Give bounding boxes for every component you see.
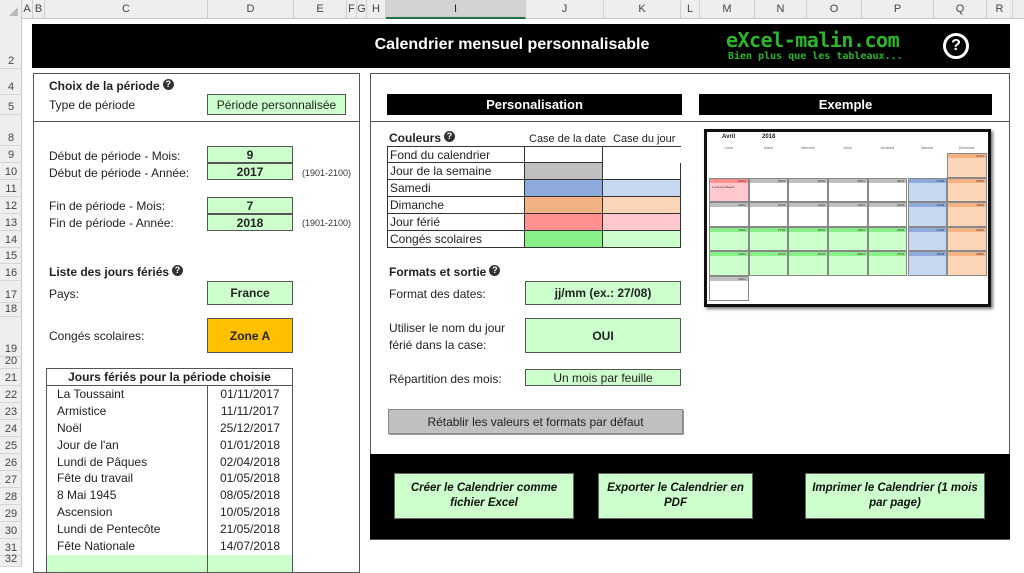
row-header[interactable]: 12 [0, 197, 22, 214]
row-header[interactable]: 32 [0, 556, 22, 567]
holidays-title-text: Liste des jours fériés [49, 265, 170, 279]
start-year-label: Début de période - Année: [49, 166, 190, 180]
color-row [387, 163, 681, 180]
example-day-cell [709, 251, 749, 276]
table-row [47, 521, 292, 538]
table-row [47, 454, 292, 471]
row-header[interactable]: 18 [0, 303, 22, 317]
end-year-label: Fin de période - Année: [49, 216, 174, 230]
color-row-label: Jour de la semaine [387, 163, 525, 180]
row-header[interactable]: 30 [0, 522, 22, 539]
date-color-swatch[interactable] [525, 146, 603, 163]
month-split-label: Répartition des mois: [389, 372, 502, 386]
row-header[interactable]: 28 [0, 488, 22, 505]
row-header[interactable]: 11 [0, 180, 22, 197]
row-header[interactable]: 25 [0, 437, 22, 454]
use-holiday-name-label-1: Utiliser le nom du jour [389, 321, 506, 335]
example-day-date: 27/04 [896, 252, 905, 257]
month-split-select[interactable]: Un mois par feuille [525, 369, 681, 386]
example-day-date: 09/04 [738, 203, 746, 208]
holiday-name: Fête Nationale [47, 538, 208, 555]
example-day-cell [947, 251, 987, 276]
title-banner [32, 24, 1010, 68]
color-row-label: Dimanche [387, 197, 525, 214]
holiday-name: Ascension [47, 504, 208, 521]
table-row-empty[interactable] [47, 555, 292, 572]
table-row [47, 538, 292, 555]
example-day-date: 24/04 [777, 252, 786, 257]
example-day-cell [828, 227, 868, 252]
column-header[interactable]: L [681, 0, 700, 19]
day-color-swatch[interactable] [603, 231, 681, 248]
end-year-input[interactable]: 2018 [207, 214, 293, 231]
colors-section-title [389, 131, 455, 145]
example-calendar-preview [704, 129, 991, 307]
date-color-swatch[interactable] [525, 214, 603, 231]
column-label-day: Case du jour [613, 133, 676, 145]
example-day-cell [947, 227, 987, 252]
example-day-cell [908, 178, 948, 203]
row-header[interactable]: 2 [0, 19, 22, 69]
column-header[interactable]: F [347, 0, 357, 19]
color-row [387, 197, 681, 214]
row-header[interactable]: 21 [0, 369, 22, 386]
example-day-cell [828, 251, 868, 276]
row-header[interactable]: 13 [0, 214, 22, 231]
column-header[interactable]: A [22, 0, 33, 19]
holiday-date: 01/05/2018 [219, 471, 281, 486]
holiday-name [47, 555, 208, 572]
column-header[interactable]: O [807, 0, 862, 19]
example-day-cell [828, 178, 868, 203]
holiday-date: 08/05/2018 [219, 488, 281, 503]
example-holiday-note: Lundi de Pâques [712, 184, 735, 189]
column-header[interactable]: K [604, 0, 681, 19]
row-header[interactable]: 31 [0, 539, 22, 556]
example-day-date: 29/04 [976, 252, 984, 257]
select-all-corner[interactable] [0, 0, 22, 19]
example-day-date: 05/04 [857, 178, 865, 183]
example-weekday: Samedi [921, 146, 933, 150]
example-day-date: 14/04 [936, 203, 945, 208]
example-weekday: Dimanche [958, 146, 975, 150]
column-header[interactable]: N [755, 0, 807, 19]
action-bar [370, 454, 1010, 539]
table-row [47, 403, 292, 420]
column-header[interactable]: B [33, 0, 45, 19]
colors-title-text: Couleurs [389, 131, 442, 145]
example-day-date: 17/04 [777, 227, 786, 232]
example-day-date: 08/04 [976, 178, 984, 183]
holiday-date: 10/05/2018 [219, 505, 281, 520]
holiday-name: Armistice [47, 403, 208, 420]
example-weekday: Jeudi [843, 146, 852, 150]
column-header[interactable]: M [700, 0, 755, 19]
table-row [47, 420, 292, 437]
example-day-cell [709, 276, 749, 301]
table-row [47, 487, 292, 504]
example-day-date: 02/04 [738, 178, 746, 183]
example-day-date: 01/04 [976, 154, 984, 158]
color-row [387, 214, 681, 231]
use-holiday-name-select[interactable]: OUI [525, 318, 681, 353]
date-color-swatch[interactable] [525, 180, 603, 197]
formats-title-text: Formats et sortie [389, 265, 487, 279]
holiday-date: 02/04/2018 [219, 454, 281, 469]
day-color-swatch[interactable] [603, 197, 681, 214]
example-day-cell [749, 227, 789, 252]
example-year: 2018 [762, 134, 776, 140]
example-day-cell [868, 202, 908, 227]
color-row-label: Congés scolaires [387, 231, 525, 248]
table-row [47, 470, 292, 487]
row-header-bar [0, 19, 22, 567]
holiday-date: 25/12/2017 [219, 420, 281, 435]
colors-grid [387, 146, 681, 248]
example-day-cell [908, 227, 948, 252]
row-header[interactable]: 27 [0, 471, 22, 488]
example-header: Exemple [699, 94, 992, 115]
color-row [387, 180, 681, 197]
example-day-date: 13/04 [896, 203, 905, 208]
reset-defaults-button[interactable]: Rétablir les valeurs et formats par défaut [388, 409, 683, 434]
example-weekday: Lundi [724, 146, 733, 150]
date-color-swatch[interactable] [525, 231, 603, 248]
holiday-date: 01/11/2017 [220, 387, 280, 401]
example-day-cell [709, 202, 749, 227]
country-select[interactable]: France [207, 281, 293, 305]
holiday-name: Fête du travail [47, 470, 208, 487]
school-zone-select[interactable]: Zone A [207, 318, 293, 353]
period-type-select[interactable]: Période personnalisée [207, 94, 346, 115]
date-color-swatch[interactable] [525, 163, 603, 180]
example-day-date: 25/04 [817, 252, 826, 257]
example-day-date: 26/04 [857, 252, 865, 257]
column-header[interactable]: R [987, 0, 1013, 19]
help-icon[interactable]: ? [163, 79, 174, 90]
color-row [387, 146, 681, 163]
row-header[interactable]: 26 [0, 454, 22, 471]
row-header[interactable]: 9 [0, 146, 22, 163]
row-header[interactable]: 29 [0, 505, 22, 522]
example-day-cell [828, 202, 868, 227]
row-header[interactable]: 16 [0, 264, 22, 281]
example-weekday: Vendredi [880, 146, 895, 150]
example-day-cell [709, 227, 749, 252]
holiday-name: La Toussaint [47, 386, 208, 403]
holidays-section-title [49, 265, 183, 279]
period-section-title [49, 79, 174, 93]
example-day-cell [947, 153, 987, 178]
end-month-label: Fin de période - Mois: [49, 199, 166, 213]
period-title-text: Choix de la période [49, 79, 160, 93]
example-day-cell [749, 202, 789, 227]
example-day-date: 06/04 [896, 178, 905, 183]
holiday-name: 8 Mai 1945 [47, 487, 208, 504]
end-month-input[interactable]: 7 [207, 197, 293, 214]
row-header[interactable]: 4 [0, 69, 22, 95]
country-label: Pays: [49, 287, 80, 301]
brand-tagline: Bien plus que les tableaux... [728, 51, 903, 62]
row-header[interactable]: 20 [0, 357, 22, 369]
holiday-date [208, 555, 292, 572]
example-day-cell [908, 251, 948, 276]
column-header[interactable]: D [208, 0, 294, 19]
color-row [387, 231, 681, 248]
brand-logo[interactable] [726, 29, 903, 63]
start-month-input[interactable]: 9 [207, 146, 293, 163]
example-day-cell [908, 202, 948, 227]
date-format-select[interactable]: jj/mm (ex.: 27/08) [525, 281, 681, 305]
example-day-cell [947, 178, 987, 203]
day-color-swatch[interactable] [603, 180, 681, 197]
column-header[interactable]: E [294, 0, 347, 19]
start-month-label: Début de période - Mois: [49, 149, 181, 163]
example-day-date: 15/04 [976, 203, 984, 208]
page-title: Calendrier mensuel personnalisable [374, 36, 650, 53]
row-header[interactable]: 22 [0, 386, 22, 403]
holiday-name: Jour de l'an [47, 437, 208, 454]
example-weekday: Mardi [763, 146, 773, 150]
column-header[interactable]: H [367, 0, 386, 19]
help-icon[interactable]: ? [943, 33, 969, 59]
example-day-date: 22/04 [976, 227, 984, 232]
example-day-date: 16/04 [738, 227, 746, 232]
column-header[interactable]: G [357, 0, 367, 19]
holiday-date: 21/05/2018 [219, 522, 281, 537]
example-day-date: 12/04 [857, 203, 865, 208]
example-day-cell [709, 178, 749, 203]
color-row-label: Fond du calendrier [387, 146, 525, 163]
day-color-swatch[interactable] [603, 214, 681, 231]
school-holidays-label: Congés scolaires: [49, 329, 145, 343]
row-header[interactable]: 14 [0, 231, 22, 248]
table-row [47, 437, 292, 454]
day-color-swatch[interactable] [603, 163, 681, 180]
example-day-date: 10/04 [777, 203, 786, 208]
example-day-cell [788, 178, 828, 203]
example-day-date: 30/04 [738, 277, 746, 281]
holiday-date: 01/01/2018 [219, 437, 281, 452]
example-day-date: 28/04 [936, 252, 945, 257]
divider [33, 121, 360, 122]
period-type-label: Type de période [49, 98, 136, 112]
help-icon[interactable]: ? [172, 265, 183, 276]
row-header[interactable]: 8 [0, 128, 22, 146]
example-day-cell [749, 251, 789, 276]
example-day-cell [788, 202, 828, 227]
example-day-cell [788, 227, 828, 252]
row-header[interactable]: 15 [0, 248, 22, 264]
example-day-date: 04/04 [817, 178, 826, 183]
holiday-name: Noël [47, 420, 208, 437]
personalisation-header: Personalisation [387, 94, 682, 115]
example-day-date: 03/04 [777, 178, 786, 183]
help-icon[interactable]: ? [444, 131, 455, 142]
color-row-label: Jour férié [387, 214, 525, 231]
example-day-date: 18/04 [817, 227, 826, 232]
table-row [47, 504, 292, 521]
holiday-date: 14/07/2018 [219, 539, 281, 554]
row-header[interactable]: 23 [0, 403, 22, 420]
row-header[interactable]: 24 [0, 420, 22, 437]
print-button[interactable]: Imprimer le Calendrier (1 mois par page) [805, 473, 985, 519]
start-year-input[interactable]: 2017 [207, 163, 293, 180]
holiday-name: Lundi de Pâques [47, 454, 208, 471]
column-header[interactable]: I [386, 0, 526, 19]
example-day-cell [868, 251, 908, 276]
example-day-cell [749, 178, 789, 203]
example-month: Avril [722, 134, 736, 140]
row-header[interactable]: 5 [0, 95, 22, 115]
example-day-cell [788, 251, 828, 276]
create-excel-button[interactable]: Créer le Calendrier comme fichier Excel [394, 473, 574, 519]
column-label-date: Case de la date [529, 133, 607, 145]
formats-section-title [389, 265, 500, 279]
holiday-date: 11/11/2017 [220, 403, 280, 418]
example-day-date: 11/04 [817, 203, 826, 208]
holidays-table-title: Jours fériés pour la période choisie [47, 369, 292, 386]
example-day-cell [868, 178, 908, 203]
end-year-range: (1901-2100) [302, 218, 352, 228]
export-pdf-button[interactable]: Exporter le Calendrier en PDF [598, 473, 753, 519]
date-format-label: Format des dates: [389, 287, 486, 301]
table-row [47, 386, 292, 403]
example-day-cell [868, 227, 908, 252]
row-header[interactable]: 19 [0, 317, 22, 357]
column-header[interactable]: C [45, 0, 208, 19]
use-holiday-name-label-2: férié dans la case: [389, 338, 487, 352]
example-day-date: 23/04 [738, 252, 746, 257]
row-header[interactable]: 10 [0, 163, 22, 180]
column-header[interactable]: Q [934, 0, 987, 19]
column-header-bar [0, 0, 1024, 19]
color-row-label: Samedi [387, 180, 525, 197]
brand-name: eXcel-malin.com [726, 28, 900, 52]
example-day-date: 20/04 [896, 227, 905, 232]
example-weekday: Mercredi [801, 146, 815, 150]
example-day-date: 21/04 [936, 227, 945, 232]
day-color-swatch [603, 146, 681, 163]
column-header[interactable]: J [526, 0, 604, 19]
start-year-range: (1901-2100) [302, 168, 352, 178]
column-header[interactable]: P [862, 0, 934, 19]
example-day-date: 07/04 [936, 178, 945, 183]
divider [370, 121, 1010, 122]
help-icon[interactable]: ? [489, 265, 500, 276]
example-day-cell [947, 202, 987, 227]
holidays-table [46, 368, 293, 572]
example-day-date: 19/04 [857, 227, 865, 232]
row-header[interactable]: 17 [0, 281, 22, 303]
holiday-name: Lundi de Pentecôte [47, 521, 208, 538]
date-color-swatch[interactable] [525, 197, 603, 214]
